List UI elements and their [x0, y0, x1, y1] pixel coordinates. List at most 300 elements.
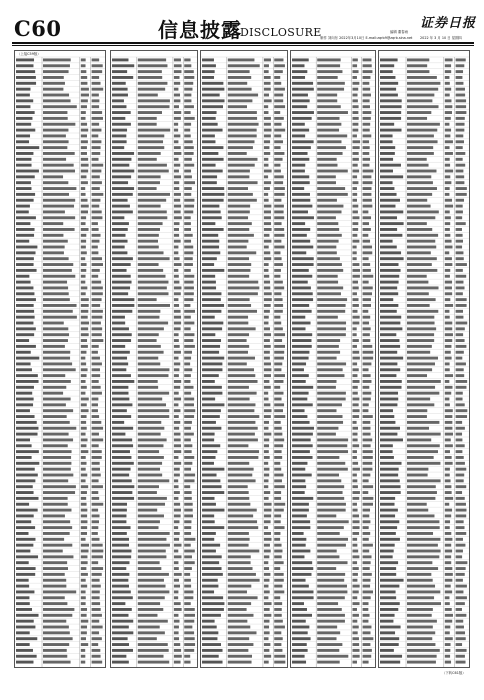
table-cell-text: [81, 105, 87, 108]
table-cell-text: [445, 193, 450, 196]
table-cell-text: [445, 643, 451, 646]
table-cell-text: [43, 450, 72, 453]
table-cell-text: [274, 462, 280, 465]
table-cell-text: [352, 187, 356, 190]
table-cell-text: [380, 409, 393, 412]
table-cell-text: [352, 380, 359, 383]
table-cell-text: [380, 520, 399, 523]
table-cell-text: [202, 608, 224, 611]
table-cell-text: [380, 479, 400, 482]
table-cell-text: [407, 269, 437, 272]
table-cell-text: [363, 590, 373, 593]
table-cell-text: [456, 596, 467, 599]
table-cell-text: [16, 105, 30, 108]
table-cell-text: [456, 286, 465, 289]
table-cell-text: [92, 158, 99, 161]
table-cell-text: [43, 351, 70, 354]
table-cell-text: [292, 514, 307, 517]
table-cell-text: [292, 398, 307, 401]
table-cell-text: [407, 316, 434, 319]
table-cell-text: [264, 187, 270, 190]
table-cell-text: [43, 240, 68, 243]
table-cell-text: [81, 228, 89, 231]
table-cell-text: [317, 468, 348, 471]
table-cell-text: [92, 368, 100, 371]
table-cell-text: [16, 222, 30, 225]
table-cell-text: [292, 240, 310, 243]
table-cell-text: [43, 368, 76, 371]
table-cell-text: [363, 351, 374, 354]
table-cell-text: [407, 362, 435, 365]
table-cell-text: [43, 532, 70, 535]
table-cell-text: [363, 532, 371, 535]
table-cell-text: [184, 251, 193, 254]
table-cell-text: [92, 310, 103, 313]
table-cell-text: [228, 70, 250, 73]
table-cell-text: [407, 134, 434, 137]
table-cell-text: [264, 222, 271, 225]
table-cell-text: [445, 210, 450, 213]
table-cell-text: [16, 322, 33, 325]
table-cell-text: [112, 181, 128, 184]
table-cell-text: [352, 386, 357, 389]
table-cell-text: [92, 228, 99, 231]
table-cell-text: [363, 152, 370, 155]
table-cell-text: [228, 456, 259, 459]
table-cell-text: [292, 438, 311, 441]
table-cell-text: [202, 117, 216, 120]
table-cell-text: [112, 421, 124, 424]
table-cell-text: [112, 368, 126, 371]
table-cell-text: [16, 94, 30, 97]
table-cell-text: [81, 164, 89, 167]
table-cell-text: [274, 292, 281, 295]
table-cell-text: [228, 362, 247, 365]
issue-date: 2022 年 3 月 10 日 星期四: [420, 36, 462, 40]
table-cell-text: [112, 140, 127, 143]
table-cell-text: [202, 193, 224, 196]
table-cell-text: [228, 216, 248, 219]
table-cell-text: [274, 661, 285, 664]
table-cell-text: [274, 368, 281, 371]
table-cell-text: [445, 462, 453, 465]
table-cell-text: [138, 485, 159, 488]
table-cell-text: [92, 134, 99, 137]
table-cell-text: [112, 479, 132, 482]
table-cell-text: [81, 538, 86, 541]
table-cell-text: [456, 152, 466, 155]
table-cell-text: [202, 181, 217, 184]
table-cell-text: [292, 76, 305, 79]
table-cell-text: [292, 322, 311, 325]
table-cell-text: [16, 590, 34, 593]
table-cell-text: [92, 491, 99, 494]
table-cell-text: [352, 415, 359, 418]
table-cell-text: [363, 526, 369, 529]
table-cell-text: [184, 479, 194, 482]
table-cell-text: [184, 175, 192, 178]
table-cell-text: [174, 94, 180, 97]
table-cell-text: [363, 70, 373, 73]
table-cell-text: [456, 292, 463, 295]
table-cell-text: [445, 316, 450, 319]
table-cell-text: [264, 503, 272, 506]
table-cell-text: [202, 345, 220, 348]
table-cell-text: [264, 362, 271, 365]
table-cell-text: [184, 64, 191, 67]
table-cell-text: [202, 134, 215, 137]
table-cell-text: [264, 450, 269, 453]
table-cell-text: [184, 626, 192, 629]
table-cell-text: [264, 263, 269, 266]
table-cell-text: [264, 70, 269, 73]
table-cell-text: [292, 246, 313, 249]
table-cell-text: [174, 357, 179, 360]
table-cell-text: [202, 257, 217, 260]
table-cell-text: [352, 643, 359, 646]
table-cell-text: [363, 438, 373, 441]
table-cell-text: [317, 631, 340, 634]
table-cell-text: [81, 497, 86, 500]
table-cell-text: [138, 58, 166, 61]
table-cell-text: [138, 596, 165, 599]
table-cell-text: [174, 374, 179, 377]
table-cell-text: [228, 146, 253, 149]
table-cell-text: [174, 579, 179, 582]
table-cell-text: [380, 164, 401, 167]
table-cell-text: [363, 555, 372, 558]
table-cell-text: [407, 497, 435, 500]
table-cell-text: [43, 620, 66, 623]
table-cell-text: [380, 175, 403, 178]
table-cell-text: [228, 304, 251, 307]
table-cell-text: [16, 117, 32, 120]
table-cell-text: [184, 585, 191, 588]
table-cell-text: [264, 596, 268, 599]
table-cell-text: [363, 76, 371, 79]
table-cell-text: [174, 602, 181, 605]
table-cell-text: [363, 281, 369, 284]
table-cell-text: [264, 205, 271, 208]
table-cell-text: [112, 403, 132, 406]
table-cell-text: [184, 263, 193, 266]
table-cell-text: [363, 602, 369, 605]
table-cell-text: [456, 450, 463, 453]
table-cell-text: [43, 99, 71, 102]
table-cell-text: [228, 345, 249, 348]
table-cell-text: [112, 474, 129, 477]
table-cell-text: [264, 123, 271, 126]
table-cell-text: [174, 538, 179, 541]
table-cell-text: [456, 362, 466, 365]
table-cell-text: [138, 240, 158, 243]
table-cell-text: [445, 596, 450, 599]
table-cell-text: [174, 643, 180, 646]
table-cell-text: [274, 608, 282, 611]
table-cell-text: [16, 193, 35, 196]
table-cell-text: [274, 76, 280, 79]
table-cell-text: [264, 509, 272, 512]
table-cell-text: [264, 585, 269, 588]
table-cell-text: [81, 152, 87, 155]
table-cell-text: [16, 433, 38, 436]
table-cell-text: [274, 357, 284, 360]
table-cell-text: [317, 263, 342, 266]
table-cell-text: [184, 386, 193, 389]
table-cell-text: [174, 158, 179, 161]
table-cell-text: [456, 590, 464, 593]
table-cell-text: [184, 643, 195, 646]
contact-credit: 制作 刘向东 2022年3月10日 E-mail:zqrb9@zqrb.sina.net: [320, 36, 413, 40]
table-cell-text: [174, 637, 179, 640]
table-cell-text: [174, 514, 181, 517]
table-cell-text: [184, 216, 190, 219]
table-cell-text: [317, 181, 336, 184]
table-cell-text: [317, 316, 338, 319]
table-cell-text: [138, 637, 157, 640]
table-cell-text: [16, 596, 29, 599]
table-cell-text: [292, 158, 309, 161]
table-cell-text: [407, 374, 427, 377]
table-cell-text: [317, 544, 346, 547]
table-cell-text: [456, 58, 466, 61]
table-cell-text: [202, 292, 221, 295]
table-cell-text: [43, 304, 77, 307]
table-cell-text: [112, 193, 133, 196]
table-cell-text: [352, 403, 358, 406]
table-cell-text: [174, 573, 182, 576]
table-cell-text: [274, 94, 283, 97]
table-cell-text: [92, 585, 101, 588]
table-cell-text: [363, 620, 369, 623]
table-cell-text: [352, 497, 359, 500]
table-cell-text: [92, 222, 98, 225]
table-cell-text: [264, 357, 270, 360]
table-cell-text: [43, 222, 63, 225]
table-cell-text: [363, 614, 370, 617]
table-cell-text: [112, 620, 133, 623]
table-cell-text: [43, 234, 63, 237]
table-cell-text: [92, 421, 102, 424]
table-cell-text: [292, 298, 313, 301]
table-cell-text: [112, 550, 132, 553]
table-cell-text: [228, 205, 250, 208]
table-cell-text: [174, 585, 180, 588]
table-cell-text: [363, 433, 371, 436]
table-cell-text: [407, 76, 437, 79]
table-cell-text: [184, 345, 195, 348]
table-cell-text: [43, 544, 72, 547]
table-cell-text: [174, 345, 180, 348]
table-cell-text: [138, 585, 166, 588]
table-cell-text: [184, 550, 195, 553]
table-cell-text: [174, 123, 178, 126]
table-cell-text: [138, 351, 164, 354]
table-cell-text: [274, 497, 281, 500]
table-cell-text: [92, 579, 100, 582]
table-cell-text: [274, 362, 282, 365]
table-cell-text: [363, 509, 370, 512]
table-cell-text: [138, 257, 170, 260]
table-cell-text: [274, 415, 285, 418]
table-cell-text: [292, 386, 313, 389]
table-cell-text: [43, 123, 75, 126]
table-cell-text: [363, 187, 372, 190]
table-cell-text: [456, 561, 468, 564]
table-cell-text: [16, 637, 37, 640]
table-cell-text: [228, 444, 249, 447]
table-cell-text: [274, 210, 283, 213]
table-cell-text: [274, 140, 283, 143]
table-cell-text: [202, 620, 215, 623]
table-cell-text: [228, 608, 247, 611]
table-cell-text: [380, 304, 398, 307]
table-cell-text: [92, 555, 103, 558]
table-cell-text: [445, 140, 453, 143]
table-cell-text: [202, 123, 218, 126]
table-cell-text: [174, 485, 179, 488]
table-cell-text: [456, 199, 464, 202]
table-cell-text: [445, 187, 450, 190]
table-cell-text: [363, 474, 371, 477]
table-cell-text: [202, 555, 222, 558]
table-cell-text: [264, 310, 270, 313]
table-cell-text: [16, 345, 36, 348]
table-cell-text: [363, 275, 374, 278]
table-cell-text: [138, 345, 161, 348]
table-cell-text: [228, 292, 258, 295]
table-cell-text: [112, 327, 129, 330]
table-cell-text: [445, 70, 451, 73]
table-cell-text: [184, 105, 194, 108]
table-cell-text: [138, 281, 169, 284]
table-cell-text: [274, 187, 285, 190]
table-cell-text: [92, 380, 99, 383]
table-cell-text: [292, 649, 308, 652]
table-cell-text: [92, 105, 99, 108]
table-cell-text: [202, 614, 221, 617]
table-cell-text: [352, 532, 359, 535]
table-cell-text: [202, 228, 224, 231]
table-cell-text: [202, 275, 215, 278]
table-cell-text: [16, 240, 29, 243]
table-cell-text: [407, 456, 434, 459]
table-cell-text: [264, 380, 269, 383]
table-cell-text: [138, 368, 170, 371]
table-cell-text: [352, 216, 359, 219]
table-cell-text: [112, 520, 126, 523]
table-cell-text: [184, 146, 194, 149]
table-cell-text: [92, 561, 99, 564]
table-cell-text: [174, 544, 182, 547]
table-cell-text: [380, 123, 394, 126]
table-cell-text: [16, 210, 29, 213]
table-cell-text: [184, 257, 193, 260]
table-cell-text: [174, 590, 178, 593]
table-cell-text: [92, 626, 103, 629]
table-cell-text: [380, 433, 397, 436]
table-cell-text: [363, 608, 369, 611]
table-cell-text: [407, 550, 441, 553]
table-cell-text: [292, 631, 308, 634]
table-cell-text: [352, 152, 358, 155]
table-cell-text: [380, 421, 395, 424]
table-cell-text: [138, 561, 160, 564]
table-cell-text: [456, 210, 463, 213]
table-cell-text: [274, 339, 282, 342]
table-cell-text: [407, 573, 431, 576]
table-cell-text: [138, 421, 161, 424]
table-cell-text: [112, 70, 127, 73]
newspaper-masthead-logo: 证券日报: [420, 16, 477, 31]
table-cell-text: [184, 485, 190, 488]
table-cell-text: [92, 216, 103, 219]
table-cell-text: [264, 199, 269, 202]
table-cell-text: [92, 298, 102, 301]
table-cell-text: [264, 661, 269, 664]
table-cell-text: [363, 286, 373, 289]
table-cell-text: [445, 164, 450, 167]
table-cell-text: [363, 479, 369, 482]
table-cell-text: [112, 175, 131, 178]
table-cell-text: [380, 374, 396, 377]
table-cell-text: [456, 643, 462, 646]
table-cell-text: [228, 585, 252, 588]
table-cell-text: [174, 509, 181, 512]
table-cell-text: [228, 228, 249, 231]
table-cell-text: [174, 555, 182, 558]
table-cell-text: [380, 216, 397, 219]
table-cell-text: [317, 626, 337, 629]
table-cell-text: [43, 398, 71, 401]
table-cell-text: [445, 205, 453, 208]
table-cell-text: [112, 579, 128, 582]
table-cell-text: [274, 474, 283, 477]
table-cell-text: [292, 99, 310, 102]
table-cell-text: [16, 123, 31, 126]
table-cell-text: [456, 322, 468, 325]
table-cell-text: [43, 438, 73, 441]
table-cell-text: [292, 585, 309, 588]
table-cell-text: [363, 649, 372, 652]
table-cell-text: [112, 129, 127, 132]
table-cell-text: [380, 58, 398, 61]
table-cell-text: [43, 70, 69, 73]
table-cell-text: [445, 158, 450, 161]
table-cell-text: [174, 129, 178, 132]
table-cell-text: [264, 462, 268, 465]
table-cell-text: [274, 649, 282, 652]
table-cell-text: [456, 94, 466, 97]
table-cell-text: [138, 140, 163, 143]
table-cell-text: [202, 263, 214, 266]
table-cell-text: [138, 205, 161, 208]
table-cell-text: [407, 614, 432, 617]
table-cell-text: [112, 345, 125, 348]
table-cell-text: [264, 474, 269, 477]
table-cell-text: [445, 538, 453, 541]
table-cell-text: [317, 281, 338, 284]
table-cell-text: [228, 427, 258, 430]
table-cell-text: [445, 526, 450, 529]
table-cell-text: [445, 503, 449, 506]
table-cell-text: [112, 573, 129, 576]
table-cell-text: [363, 573, 372, 576]
table-cell-text: [228, 415, 260, 418]
table-cell-text: [264, 538, 272, 541]
table-cell-text: [274, 123, 281, 126]
table-cell-text: [184, 415, 194, 418]
